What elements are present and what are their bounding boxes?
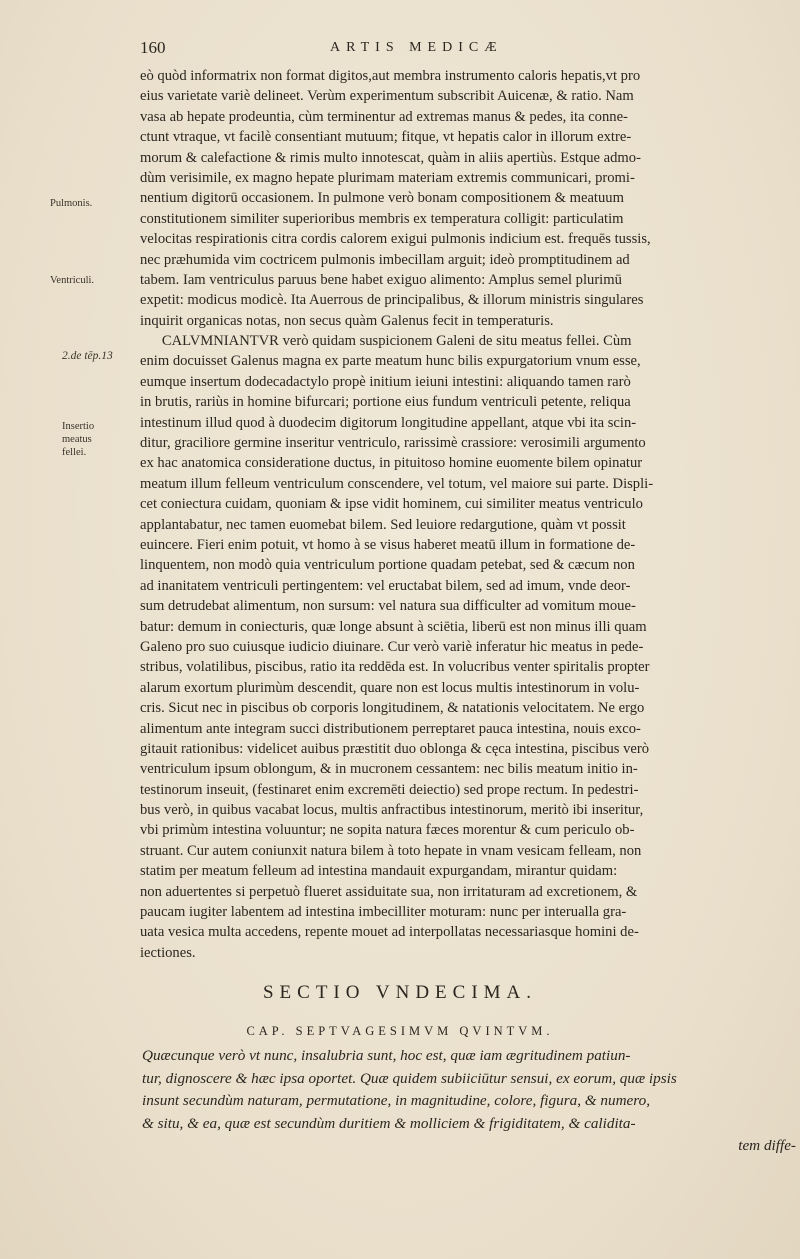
margin-note-line: fellei. <box>62 447 87 458</box>
section-title: SECTIO VNDECIMA. <box>262 982 538 1003</box>
text-line: non aduertentes si perpetuò flueret assiduitate sua, non irritaturam ad excretionem, & <box>140 883 638 900</box>
page-number: 160 <box>140 38 166 57</box>
text-line: struant. Cur autem coniunxit natura bilem à toto hepate in vnam vesicam felleam, non <box>140 842 642 859</box>
text-line: velocitas respirationis citra cordis calorem exigui pulmonis indicium est. frequēs tussis, <box>140 231 651 248</box>
text-line: linquentem, non modò quia ventriculum portione quadam petebat, sed & cæcum non <box>140 557 635 574</box>
text-line: vbi primùm intestina voluuntur; ne sopita natura fæces morentur & cum periculo ob- <box>140 822 635 839</box>
text-line: dùm verisimile, ex magno hepate plurimam materiam extremis communicari, promi- <box>140 169 635 186</box>
margin-note-line: Insertio <box>62 421 95 432</box>
text-line: nentium digitorū occasionem. In pulmone verò bonam compositionem & meatuum <box>140 190 624 207</box>
text-line: vasa ab hepate prodeuntia, cùm terminentur ad extremas manus & pedes, ita conne- <box>140 108 628 125</box>
italic-line: insunt secundùm naturam, permutatione, in magnitudine, colore, figura, & numero, <box>142 1092 651 1109</box>
text-line: eumque insertum dodecadactylo propè initium ieiuni intestini: aliquando tamen rarò <box>140 373 631 390</box>
text-line: bus verò, in quibus vacabat locus, multis anfractibus intestinorum, meritò ibi inseritur, <box>140 802 644 819</box>
page-header <box>0 38 800 64</box>
margin-note-line: meatus <box>62 434 92 445</box>
text-line: gitauit rationibus: videlicet auibus præstitit duo oblonga & cęca intestina, piscibus verò <box>140 740 650 757</box>
margin-note-ventriculi: Ventriculi. <box>50 275 95 286</box>
text-line: constitutionem similiter superioribus membris ex temperatura colligit: particulatim <box>140 210 624 227</box>
text-line: ad inanitatem ventriculi pertingentem: vel eructabat bilem, sed ad imum, vnde deor- <box>140 577 631 594</box>
text-line: eò quòd informatrix non format digitos,aut membra instrumento caloris hepatis,vt pro <box>140 68 641 84</box>
text-line: ventriculum ipsum oblongum, & in mucronem cessantem: nec bilis meatum initio in- <box>140 761 638 778</box>
text-line: paucam iugiter labentem ad intestina imbecilliter moturam: nunc per interualla gra- <box>140 904 627 921</box>
text-line: sum detrudebat alimentum, non sursum: vel natura sua difficulter ad vomitum moue- <box>140 598 636 615</box>
text-line: ctunt vtraque, vt facilè consentiant mutuum; fitque, vt hepatis calor in illorum extre- <box>140 129 632 146</box>
body-text <box>140 66 796 963</box>
text-line: cet coniectura cuidam, quoniam & ipse vidit hominem, cui similiter meatus ventriculo <box>140 496 643 513</box>
margin-note-reference: 2.de tēp.13 <box>62 350 113 362</box>
text-line: intestinum illud quod à duodecim digitorum longitudine appellant, atque vbi ita scin- <box>140 414 637 431</box>
chapter-title: CAP. SEPTVAGESIMVM QVINTVM. <box>246 1024 554 1038</box>
text-line: batur: demum in coniecturis, quæ longe absunt à sciētia, liberū est non minus illi quam <box>140 618 647 635</box>
text-line: stribus, volatilibus, piscibus, ratio ita reddēda est. In volucribus venter spiritalis propter <box>140 659 650 676</box>
italic-line: tur, dignoscere & hæc ipsa oportet. Quæ quidem subiiciūtur sensui, ex eorum, quæ ipsis <box>142 1069 677 1087</box>
text-line: ex hac anatomica consideratione ductus, in pituitoso homine euomente bilem opinatur <box>140 455 643 472</box>
text-line: uata vesica multa accedens, repente mouet ad interpollatas necessariasque homini de- <box>140 924 639 941</box>
italic-passage <box>142 1045 796 1158</box>
margin-note-pulmonis: Pulmonis. <box>50 198 93 209</box>
text-line: meatum illum felleum ventriculum conscendere, vel totum, vel maiore sui parte. Displi- <box>140 475 654 492</box>
text-line: testinorum inseuit, (festinaret enim excremēti deiectio) sed prope rectum. In pedestri- <box>140 781 639 798</box>
text-line: statim per meatum felleum ad intestina mandauit expurgandam, mirantur quidam: <box>140 863 618 880</box>
text-line: morum & calefactione & rimis multo innotescat, quàm in aliis apertiùs. Estque admo- <box>140 149 641 166</box>
text-line: eius varietate variè delineet. Verùm experimentum subscribit Auicenæ, & ratio. Nam <box>140 88 634 105</box>
running-title: ARTIS MEDICÆ <box>330 40 503 55</box>
text-line: expetit: modicus modicè. Ita Auerrous de principalibus, & illorum ministris singulares <box>140 292 644 309</box>
text-line: cris. Sicut nec in piscibus ob corporis longitudinem, & natationis velocitatem. Ne ergo <box>140 700 645 717</box>
text-line: enim docuisset Galenus magna ex parte meatum hunc bilis expurgatorium vnum esse, <box>140 353 641 370</box>
text-line: in brutis, rariùs in homine bifurcari; portione eius fundum ventriculi petente, reliqua <box>140 394 631 411</box>
text-line: alimentum ante integram succi distributionem perreptaret pauca intestina, nouis exco- <box>140 720 641 737</box>
text-line: inquirit organicas notas, non secus quàm Galenus fecit in temperaturis. <box>140 312 554 329</box>
margin-note-insertio <box>62 420 142 459</box>
text-line: CALVMNIANTVR verò quidam suspicionem Galeni de situ meatus fellei. Cùm <box>140 333 632 350</box>
italic-line: tem diffe- <box>738 1137 796 1154</box>
text-line: nec præhumida vim coctricem pulmonis imbecillam arguit; ideò promptitudinem ad <box>140 251 630 268</box>
italic-line: & situ, & ea, quæ est secundùm duritiem & molliciem & frigiditatem, & calidita- <box>142 1114 636 1132</box>
text-line: Galeno pro suo cuiusque iudicio diuinare. Cur verò variè inferatur hic meatus in pede- <box>140 638 644 655</box>
italic-line: Quæcunque verò vt nunc, insalubria sunt, hoc est, quæ iam ægritudinem patiun- <box>142 1047 631 1064</box>
text-line: applantabatur, nec tamen euomebat bilem. Sed leuiore redargutione, quàm vt possit <box>140 516 626 533</box>
text-line: iectiones. <box>140 944 196 961</box>
text-line: euincere. Fieri enim potuit, vt homo à se visus haberet meatū illum in formatione de- <box>140 536 636 553</box>
text-line: tabem. Iam ventriculus paruus bene habet exiguo alimento: Amplus semel plurimū <box>140 271 622 288</box>
text-line: alarum exortum plurimùm descendit, quare non est locus multis intestinorum in volu- <box>140 679 640 696</box>
text-line: ditur, graciliore germine inseritur ventriculo, rarissimè crassiore: verosimili argumento <box>140 435 646 452</box>
